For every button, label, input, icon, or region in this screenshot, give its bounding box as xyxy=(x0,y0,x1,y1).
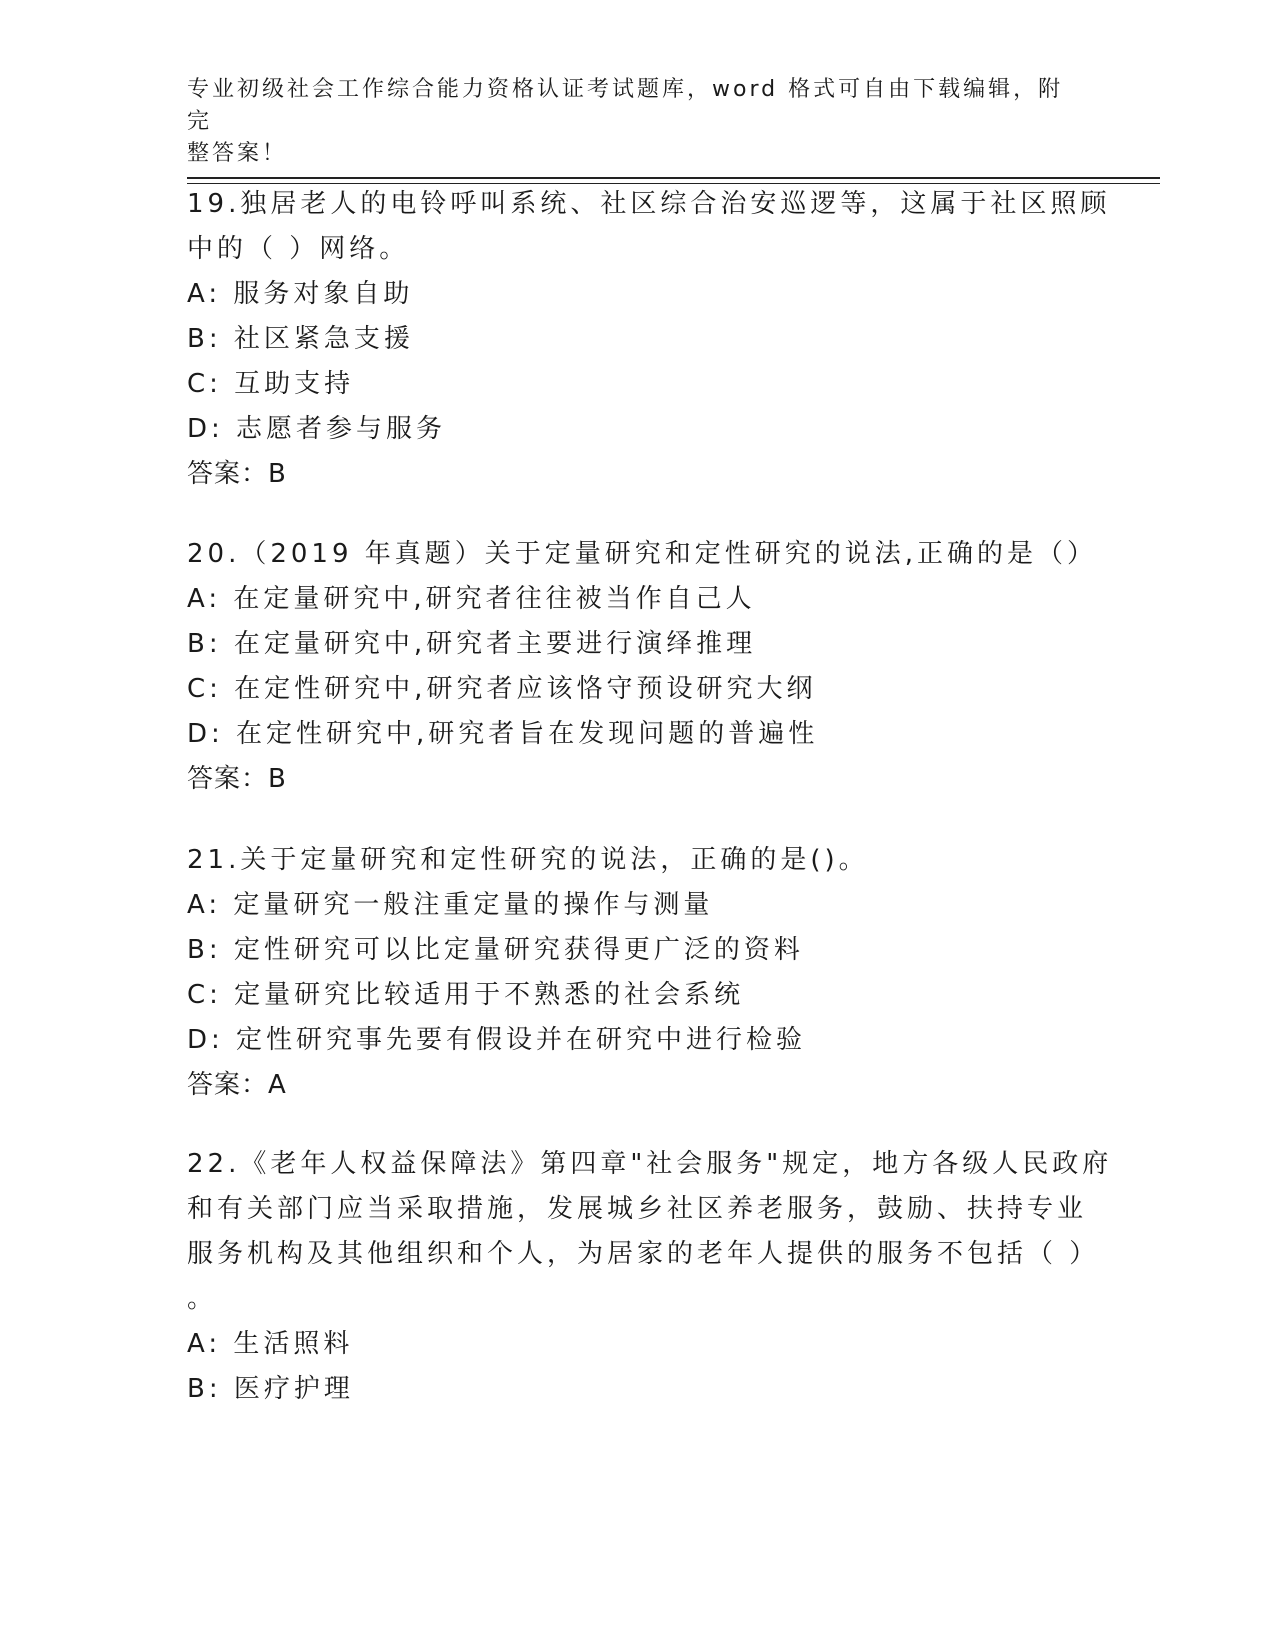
option-c: C: 互助支持 xyxy=(187,369,355,399)
question-stem-line: 20.（2019 年真题）关于定量研究和定性研究的说法,正确的是（） xyxy=(187,539,1098,569)
option-d: D: 志愿者参与服务 xyxy=(187,414,447,444)
question-stem-line: 22.《老年人权益保障法》第四章"社会服务"规定，地方各级人民政府 xyxy=(187,1149,1113,1179)
header-line-1: 专业初级社会工作综合能力资格认证考试题库，word 格式可自由下载编辑，附完 xyxy=(187,77,1064,134)
answer: 答案：A xyxy=(187,1070,287,1100)
option-b: B: 医疗护理 xyxy=(187,1374,354,1404)
question-stem-line: 和有关部门应当采取措施，发展城乡社区养老服务，鼓励、扶持专业 xyxy=(187,1194,1088,1224)
option-c: C: 定量研究比较适用于不熟悉的社会系统 xyxy=(187,980,745,1010)
option-b: B: 在定量研究中,研究者主要进行演绎推理 xyxy=(187,629,757,659)
option-a: A: 服务对象自助 xyxy=(187,279,414,309)
option-c: C: 在定性研究中,研究者应该恪守预设研究大纲 xyxy=(187,674,817,704)
option-d: D: 定性研究事先要有假设并在研究中进行检验 xyxy=(187,1025,807,1055)
question-20 xyxy=(187,532,1098,802)
answer: 答案：B xyxy=(187,459,287,489)
question-stem-line: 21.关于定量研究和定性研究的说法，正确的是()。 xyxy=(187,845,869,875)
option-d: D: 在定性研究中,研究者旨在发现问题的普遍性 xyxy=(187,719,819,749)
option-a: A: 定量研究一般注重定量的操作与测量 xyxy=(187,890,714,920)
option-a: A: 生活照料 xyxy=(187,1329,354,1359)
question-19 xyxy=(187,182,1111,497)
answer: 答案：B xyxy=(187,764,287,794)
question-21 xyxy=(187,838,1087,1108)
question-stem-line: 19.独居老人的电铃呼叫系统、社区综合治安巡逻等，这属于社区照顾 xyxy=(187,189,1111,219)
header-divider-thick xyxy=(187,177,1160,179)
question-22 xyxy=(187,1142,1113,1412)
document-header xyxy=(187,74,1067,170)
question-stem-line: 服务机构及其他组织和个人，为居家的老年人提供的服务不包括（ ） xyxy=(187,1239,1100,1269)
option-a: A: 在定量研究中,研究者往往被当作自己人 xyxy=(187,584,756,614)
question-stem-line: 。 xyxy=(187,1284,218,1314)
header-line-2: 整答案！ xyxy=(187,141,288,166)
question-stem-line: 中的（ ）网络。 xyxy=(187,234,410,264)
option-b: B: 社区紧急支援 xyxy=(187,324,414,354)
option-b: B: 定性研究可以比定量研究获得更广泛的资料 xyxy=(187,935,804,965)
